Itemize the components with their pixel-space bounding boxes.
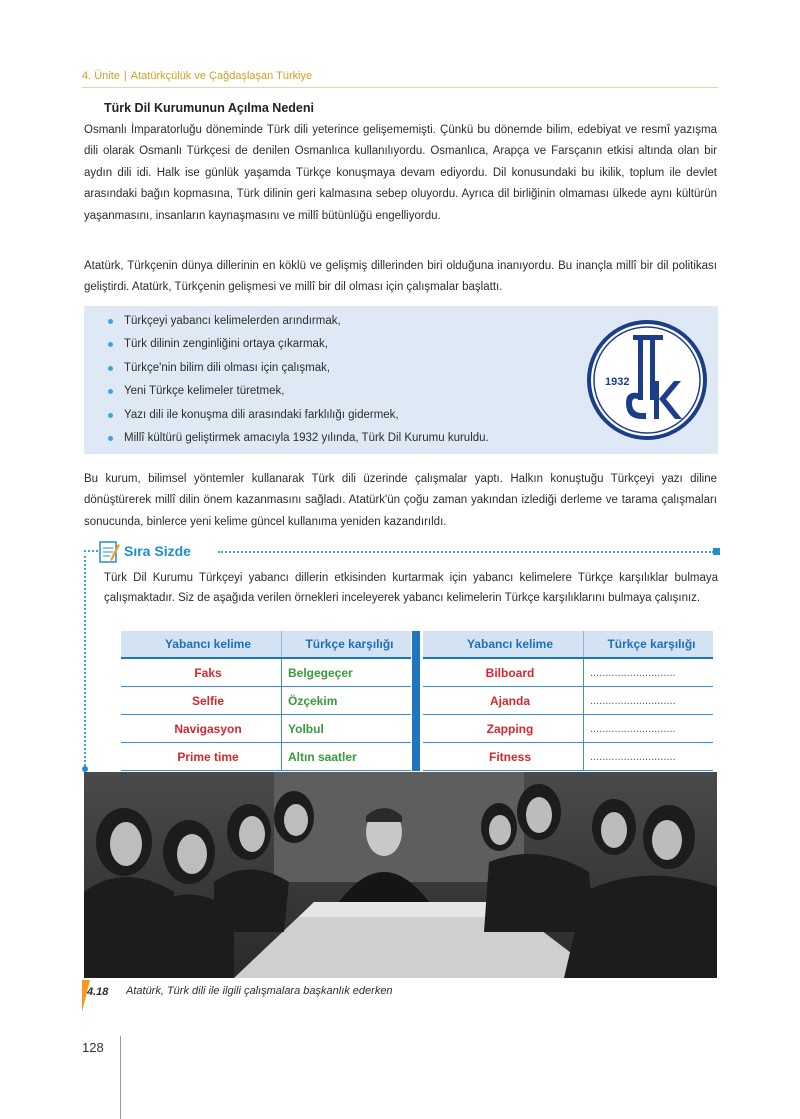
- goals-list: [108, 310, 489, 450]
- tdk-logo: [586, 319, 708, 441]
- activity-header: [84, 538, 720, 566]
- table-row: [423, 687, 713, 715]
- table-header-row: [423, 631, 713, 659]
- turkish-word: Altın saatler: [281, 743, 411, 770]
- table-row: [423, 659, 713, 687]
- unit-label: 4. Ünite: [82, 70, 120, 82]
- table-header-row: [121, 631, 411, 659]
- foreign-word: Ajanda: [489, 693, 530, 708]
- figure-number-badge: [82, 980, 120, 1012]
- dotted-divider: [218, 551, 714, 553]
- answer-blank[interactable]: ............................: [583, 659, 713, 686]
- turkish-word: Belgegeçer: [281, 659, 411, 686]
- table-left: [121, 631, 411, 771]
- list-item: Türkçeyi yabancı kelimelerden arındırmak,: [108, 310, 489, 333]
- activity-title: Sıra Sizde: [124, 543, 191, 559]
- table-right: [423, 631, 713, 771]
- unit-subtitle: Atatürkçülük ve Çağdaşlaşan Türkiye: [130, 70, 313, 82]
- foreign-word: Bilboard: [485, 665, 535, 680]
- footer-divider: [120, 1036, 121, 1119]
- dotted-divider: [84, 550, 98, 552]
- foreign-word: Prime time: [177, 749, 239, 764]
- divider-end-marker: [713, 548, 720, 555]
- column-header-turkish: Türkçe karşılığı: [281, 631, 411, 657]
- table-row: [121, 659, 411, 687]
- foreign-word: Fitness: [488, 749, 531, 764]
- unit-header: [82, 70, 312, 82]
- column-header-foreign: Yabancı kelime: [164, 637, 252, 651]
- paragraph-1: Osmanlı İmparatorluğu döneminde Türk dili yeterince gelişememişti. Çünkü bu dönemde bilim, edebiyat ve resmî yazışma dili olarak Osmanlı Türkçesi de denilen Osmanlıca kullanılıyordu. Osmanlıca, Arapça ve Farsçanın etkisi altında olan bir aydın dili idi. Halk ise günlük yaşamda Türkçe konuşmaya devam ediyordu. Dil konusundaki bu ikilik, toplum ile devlet arasındaki bağın kopmasına, Türk dilinin geri kalmasına sebep oluyordu. Ayrıca dil birliğinin olmaması ülkede aynı kültürün yaşanmasını, insanların kaynaşmasını ve millî bütünlüğü engelliyordu.: [84, 124, 717, 222]
- foreign-word: Navigasyon: [174, 721, 242, 736]
- table-divider: [412, 631, 420, 771]
- column-header-turkish: Türkçe karşılığı: [583, 631, 713, 657]
- foreign-word: Selfie: [191, 693, 224, 708]
- answer-blank[interactable]: ............................: [583, 687, 713, 714]
- logo-year: 1932: [605, 376, 630, 388]
- section-title: Türk Dil Kurumunun Açılma Nedeni: [104, 101, 314, 115]
- answer-blank[interactable]: ............................: [583, 715, 713, 742]
- page-number: 128: [82, 1040, 104, 1055]
- list-item: Millî kültürü geliştirmek amacıyla 1932 yılında, Türk Dil Kurumu kuruldu.: [108, 427, 489, 450]
- list-item: Türkçe'nin bilim dili olması için çalışmak,: [108, 357, 489, 380]
- column-header-foreign: Yabancı kelime: [466, 637, 554, 651]
- answer-blank[interactable]: ............................: [583, 743, 713, 770]
- table-row: [423, 715, 713, 743]
- paragraph-3: Bu kurum, bilimsel yöntemler kullanarak Türk dili üzerinde çalışmalar yaptı. Halkın konuştuğu Türkçeyi yazı diline dönüştürerek millî dilin önem kazanmasını sağladı. Atatürk'ün çoğu zaman yakından izlediği derleme ve tarama çalışmaları sonucunda, binlerce yeni kelime güncel kullanıma yeniden kazandırıldı.: [84, 473, 717, 528]
- activity-side-line: [84, 556, 86, 770]
- list-item: Yeni Türkçe kelimeler türetmek,: [108, 380, 489, 403]
- historical-photo: [84, 772, 717, 978]
- table-row: [121, 715, 411, 743]
- paragraph-2: Atatürk, Türkçenin dünya dillerinin en köklü ve gelişmiş dillerinden biri olduğuna inanıyordu. Bu inançla millî bir dil politikası geliştirdi. Atatürk, Türkçenin gelişmesi ve millî bir dil olması için çalışmalar başlattı.: [84, 260, 717, 294]
- table-row: [121, 743, 411, 771]
- table-row: [423, 743, 713, 771]
- foreign-word: Zapping: [486, 721, 534, 736]
- table-row: [121, 687, 411, 715]
- turkish-word: Özçekim: [281, 687, 411, 714]
- figure-number: 4.18: [87, 986, 109, 998]
- list-item: Yazı dili ile konuşma dili arasındaki farklılığı gidermek,: [108, 404, 489, 427]
- pencil-notepad-icon: [98, 538, 120, 564]
- header-divider: [82, 87, 718, 88]
- turkish-word: Yolbul: [281, 715, 411, 742]
- figure-caption: Atatürk, Türk dili ile ilgili çalışmalara başkanlık ederken: [126, 985, 393, 997]
- foreign-word: Faks: [194, 665, 222, 680]
- header-separator: |: [123, 70, 127, 82]
- list-item: Türk dilinin zenginliğini ortaya çıkarmak,: [108, 333, 489, 356]
- activity-text: Türk Dil Kurumu Türkçeyi yabancı dillerin etkisinden kurtarmak için yabancı kelimelere Türkçe karşılıklar bulmaya çalışmaktadır. Siz de aşağıda verilen örnekleri inceleyerek yabancı kelimelerin Türkçe karşılıklarını bulmaya çalışınız.: [104, 572, 718, 604]
